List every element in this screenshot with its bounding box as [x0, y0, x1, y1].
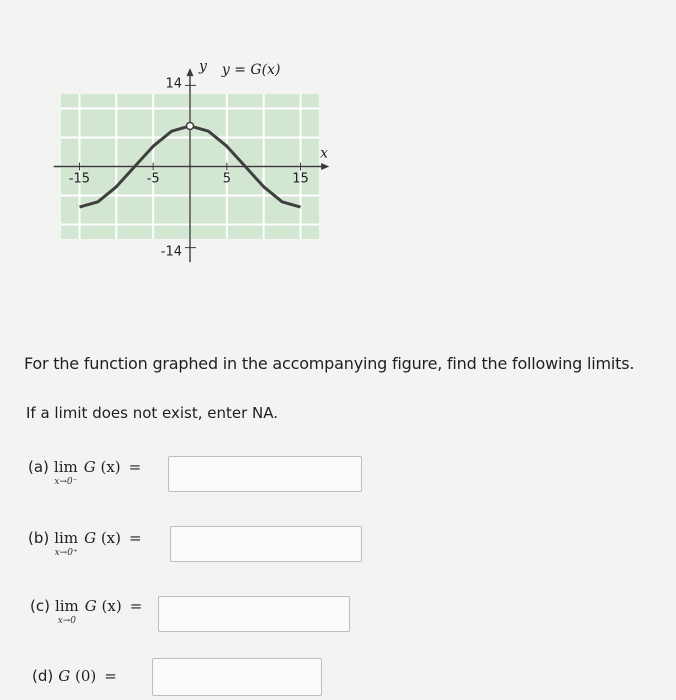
equals-sign: = — [129, 597, 143, 615]
function-name: G — [58, 667, 71, 685]
question-a-limit — [54, 458, 78, 487]
question-c — [30, 597, 142, 626]
lim-subscript: x→0⁺ — [54, 548, 78, 558]
answer-input-a[interactable] — [168, 456, 362, 492]
y-axis-arrow — [187, 68, 194, 76]
question-a — [28, 458, 141, 487]
instructions-text: For the function graphed in the accompanying figure, find the following limits. — [24, 354, 635, 373]
question-c-limit — [55, 597, 79, 626]
equals-sign: = — [104, 667, 117, 685]
lim-word: lim — [54, 597, 79, 615]
function-graph — [40, 40, 340, 270]
function-argument: (x) — [100, 529, 121, 547]
x-tick-label: 15 — [292, 171, 309, 187]
question-d-expression — [58, 667, 96, 685]
lim-subscript: x→0⁻ — [54, 477, 78, 487]
question-a-label: (a) — [28, 458, 49, 476]
question-c-expression — [85, 597, 122, 615]
equals-sign: = — [129, 529, 142, 547]
answer-input-b[interactable] — [170, 526, 362, 562]
equals-sign: = — [128, 458, 142, 476]
function-name: G — [84, 529, 97, 547]
question-d — [32, 667, 117, 685]
x-tick-label: 5 — [222, 171, 231, 187]
y-axis-label: y — [199, 58, 207, 75]
function-argument: (x) — [100, 458, 121, 476]
answer-input-c[interactable] — [158, 596, 350, 632]
question-b-label: (b) — [28, 529, 50, 547]
x-tick-label: -5 — [146, 171, 160, 187]
y-tick-label: -14 — [160, 244, 182, 260]
x-axis-arrow — [321, 163, 329, 170]
function-label: y = G(x) — [221, 61, 281, 78]
function-argument: (x) — [101, 597, 122, 615]
y-tick-label: 14 — [165, 76, 182, 92]
open-point-marker — [187, 122, 194, 129]
answer-input-d[interactable] — [152, 658, 322, 696]
question-a-expression — [84, 458, 121, 476]
lim-subscript: x→0 — [57, 616, 77, 626]
question-c-label: (c) — [30, 597, 50, 615]
question-b-limit — [54, 529, 78, 558]
x-tick-label: -15 — [68, 171, 91, 187]
lim-word: lim — [53, 458, 78, 476]
na-note: If a limit does not exist, enter NA. — [26, 404, 279, 422]
question-b-expression — [84, 529, 121, 547]
function-name: G — [83, 458, 96, 476]
question-b — [28, 529, 142, 558]
question-d-label: (d) — [32, 667, 54, 685]
x-axis-label: x — [320, 145, 329, 162]
function-name: G — [84, 597, 97, 615]
function-argument: (0) — [75, 667, 97, 685]
lim-word: lim — [54, 529, 79, 547]
